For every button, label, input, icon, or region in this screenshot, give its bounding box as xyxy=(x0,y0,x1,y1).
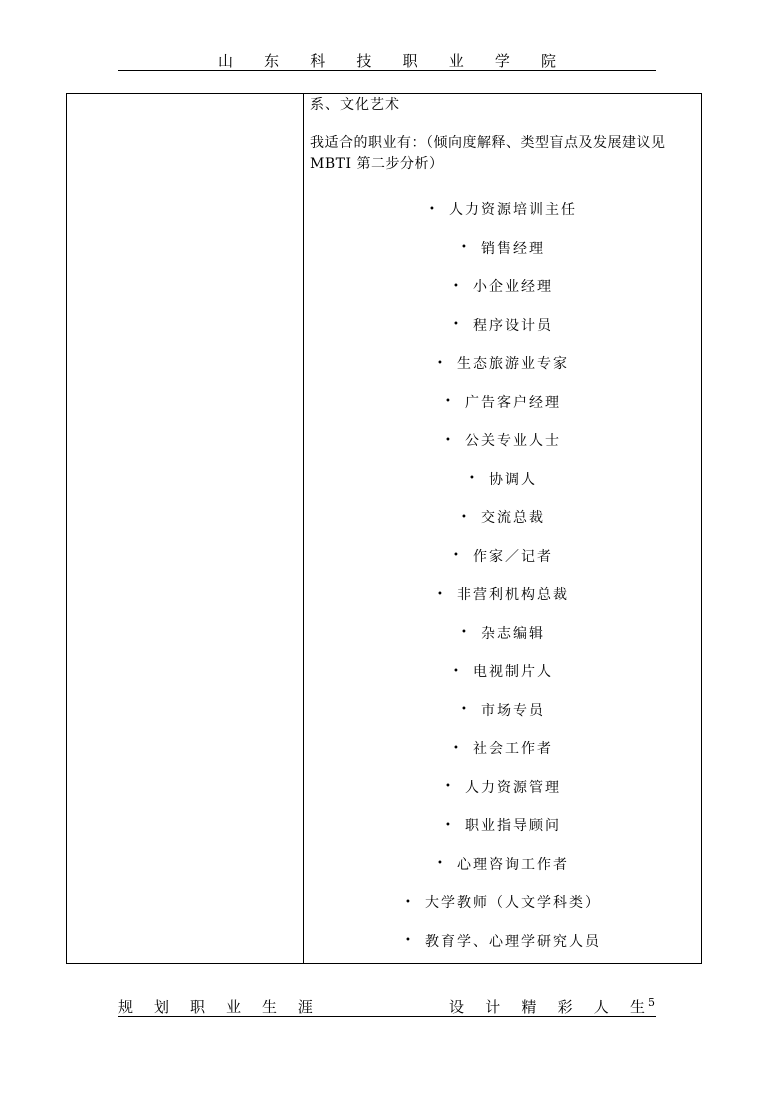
list-item xyxy=(310,845,696,884)
bullet-icon: • xyxy=(453,550,461,562)
list-item xyxy=(310,498,696,537)
header-char: 业 xyxy=(448,52,464,70)
career-label: 电视制片人 xyxy=(472,664,553,681)
bullet-icon: • xyxy=(445,434,453,446)
career-label: 生态旅游业专家 xyxy=(456,356,569,373)
career-label: 教育学、心理学研究人员 xyxy=(424,933,601,950)
bullet-icon: • xyxy=(445,781,453,793)
left-cell xyxy=(68,95,302,962)
footer-rule xyxy=(118,1016,656,1017)
career-label: 社会工作者 xyxy=(472,741,553,758)
bullet-icon: • xyxy=(445,819,453,831)
list-item xyxy=(310,922,696,961)
list-item xyxy=(310,883,696,922)
list-item xyxy=(310,806,696,845)
career-label: 职业指导顾问 xyxy=(464,818,561,835)
list-item xyxy=(310,383,696,422)
footer-char: 计 xyxy=(485,998,501,1016)
list-item xyxy=(310,460,696,499)
list-item xyxy=(310,537,696,576)
footer-char: 涯 xyxy=(297,998,313,1016)
footer-char: 规 xyxy=(118,998,134,1016)
list-item xyxy=(310,267,696,306)
career-label: 杂志编辑 xyxy=(480,625,545,642)
list-item xyxy=(310,190,696,229)
footer-char: 业 xyxy=(225,998,241,1016)
list-item xyxy=(310,652,696,691)
bullet-icon: • xyxy=(405,935,413,947)
footer-char: 生 xyxy=(629,998,645,1016)
career-label: 人力资源培训主任 xyxy=(448,202,577,219)
list-item xyxy=(310,306,696,345)
footer-char: 精 xyxy=(521,998,537,1016)
bullet-icon: • xyxy=(453,665,461,677)
career-label: 非营利机构总裁 xyxy=(456,587,569,604)
header-char: 山 xyxy=(218,52,234,70)
footer-char: 划 xyxy=(153,998,169,1016)
header-rule xyxy=(118,70,656,71)
column-divider xyxy=(303,93,304,964)
career-label: 作家／记者 xyxy=(472,548,553,565)
bullet-icon: • xyxy=(445,396,453,408)
bullet-icon: • xyxy=(469,473,477,485)
career-label: 大学教师（人文学科类） xyxy=(424,895,601,912)
careers-intro: 我适合的职业有：（倾向度解释、类型盲点及发展建议见 MBTI 第二步分析） xyxy=(310,135,666,172)
list-item xyxy=(310,229,696,268)
career-label: 程序设计员 xyxy=(472,317,553,334)
list-item xyxy=(310,768,696,807)
footer-right-text xyxy=(449,998,645,1016)
bullet-icon: • xyxy=(437,588,445,600)
list-item xyxy=(310,614,696,653)
header-char: 职 xyxy=(402,52,418,70)
career-label: 小企业经理 xyxy=(472,279,553,296)
bullet-icon: • xyxy=(453,742,461,754)
list-item xyxy=(310,575,696,614)
career-label: 市场专员 xyxy=(480,702,545,719)
bullet-icon: • xyxy=(453,280,461,292)
footer-char: 设 xyxy=(449,998,465,1016)
bullet-icon: • xyxy=(461,704,469,716)
career-label: 协调人 xyxy=(488,471,537,488)
bullet-icon: • xyxy=(461,627,469,639)
bullet-icon: • xyxy=(461,242,469,254)
career-label: 销售经理 xyxy=(480,240,545,257)
career-list xyxy=(310,190,696,960)
list-item xyxy=(310,421,696,460)
bullet-icon: • xyxy=(453,319,461,331)
bullet-icon: • xyxy=(429,203,437,215)
header-char: 院 xyxy=(540,52,556,70)
page-header xyxy=(118,52,656,70)
bullet-icon: • xyxy=(405,896,413,908)
bullet-icon: • xyxy=(437,357,445,369)
header-char: 东 xyxy=(264,52,280,70)
header-char: 技 xyxy=(356,52,372,70)
footer-char: 彩 xyxy=(557,998,573,1016)
footer-char: 职 xyxy=(189,998,205,1016)
header-char: 学 xyxy=(494,52,510,70)
bullet-icon: • xyxy=(461,511,469,523)
header-char: 科 xyxy=(310,52,326,70)
career-label: 心理咨询工作者 xyxy=(456,856,569,873)
bullet-icon: • xyxy=(437,858,445,870)
page-number: 5 xyxy=(648,996,655,1009)
list-item xyxy=(310,729,696,768)
footer-char: 人 xyxy=(593,998,609,1016)
career-label: 交流总裁 xyxy=(480,510,545,527)
footer-left-text xyxy=(118,998,313,1016)
list-item xyxy=(310,344,696,383)
continuation-text: 系、文化艺术 xyxy=(310,97,400,113)
list-item xyxy=(310,691,696,730)
career-label: 广告客户经理 xyxy=(464,394,561,411)
career-label: 人力资源管理 xyxy=(464,779,561,796)
career-label: 公关专业人士 xyxy=(464,433,561,450)
footer-char: 生 xyxy=(261,998,277,1016)
